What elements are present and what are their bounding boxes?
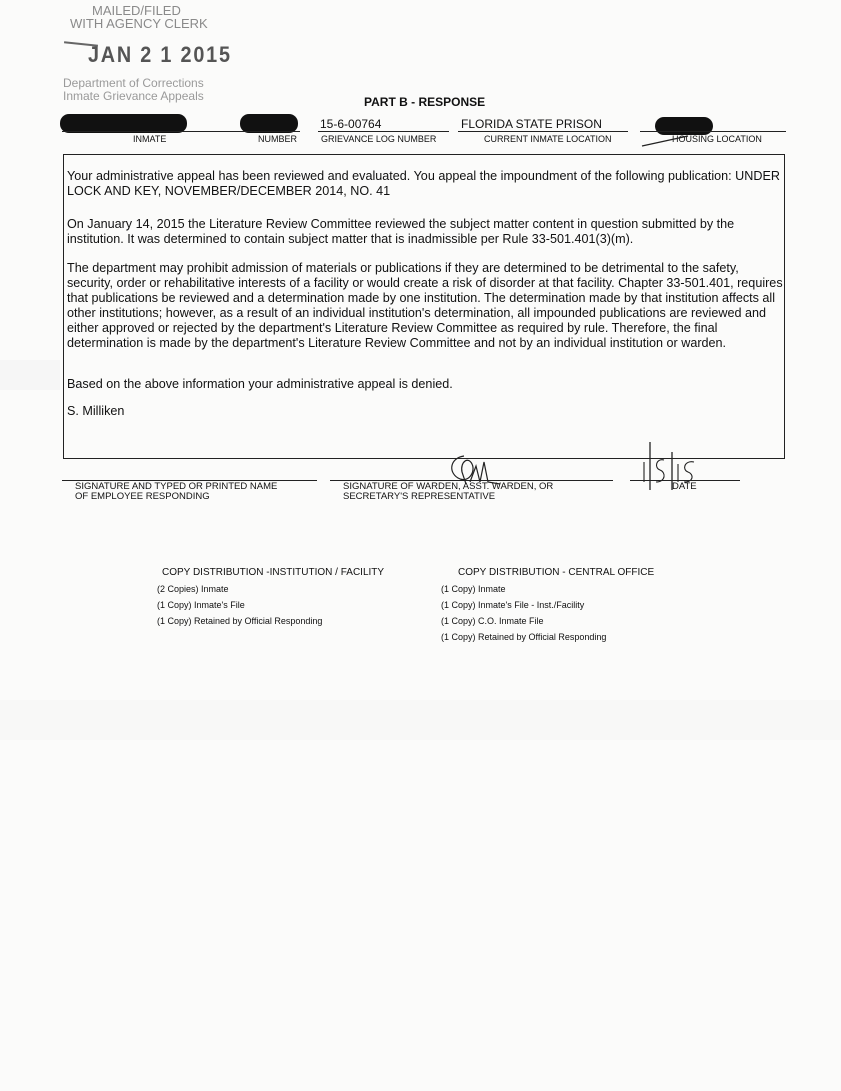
employee-signature-label: SIGNATURE AND TYPED OR PRINTED NAME OF EMPLOYEE RESPONDING bbox=[75, 481, 278, 502]
header-line bbox=[458, 131, 628, 132]
responder-name: S. Milliken bbox=[67, 404, 125, 418]
response-paragraph-2: On January 14, 2015 the Literature Review Committee reviewed the subject matter content in question submitted by the institution. It was determined to contain subject matter that is inadmissible per Rule 33-501.401(3)(m). bbox=[67, 217, 735, 246]
institution-distribution-heading: COPY DISTRIBUTION -INSTITUTION / FACILITY bbox=[162, 567, 385, 578]
label-number: NUMBER bbox=[258, 134, 298, 144]
central-distribution-item: (1 Copy) Inmate bbox=[441, 584, 506, 594]
central-distribution-item: (1 Copy) Retained by Official Responding bbox=[441, 632, 607, 642]
warden-signature-label: SIGNATURE OF WARDEN, ASST. WARDEN, OR SECRETARY'S REPRESENTATIVE bbox=[343, 481, 554, 502]
label-current-location: CURRENT INMATE LOCATION bbox=[484, 134, 612, 144]
central-distribution-item: (1 Copy) C.O. Inmate File bbox=[441, 616, 544, 626]
label-housing-location: HOUSING LOCATION bbox=[672, 134, 762, 144]
header-line bbox=[318, 131, 449, 132]
label-inmate: INMATE bbox=[133, 134, 167, 144]
stamp-department: Department of Corrections bbox=[63, 76, 204, 90]
response-paragraph-4: Based on the above information your administrative appeal is denied. bbox=[67, 377, 453, 391]
strike-mark bbox=[640, 133, 690, 147]
header-line bbox=[62, 131, 300, 132]
grievance-log-number: 15-6-00764 bbox=[320, 117, 382, 131]
handwritten-date bbox=[638, 440, 700, 492]
response-paragraph-3: The department may prohibit admission of materials or publications if they are determined to be detrimental to the safety, security, order or rehabilitative interests of a facility or would create a risk of disorder at that facility. Chapter 33-501.401, requires that publications be reviewed and a determination made by one institution. The determination made by that institution affects all other institutions; however, as a result of an individual institution's determination, all impounded publications are reviewed and either approved or rejected by the department's Literature Review Committee as required by rule. Therefore, the final determination is made by the department's Literature Review Committee and not by an individual institution or warden. bbox=[67, 261, 783, 350]
response-paragraph-1: Your administrative appeal has been reviewed and evaluated. You appeal the impoundment of the following publication: UNDER LOCK AND KEY, NOVEMBER/DECEMBER 2014, NO. 41 bbox=[67, 169, 780, 198]
central-distribution-item: (1 Copy) Inmate's File - Inst./Facility bbox=[441, 600, 585, 610]
stamp-appeals: Inmate Grievance Appeals bbox=[63, 89, 204, 103]
response-box bbox=[63, 154, 785, 459]
institution-distribution-item: (1 Copy) Retained by Official Responding bbox=[157, 616, 323, 626]
stamp-date: JAN 2 1 2015 bbox=[88, 42, 232, 67]
header-line bbox=[640, 131, 786, 132]
date-label: DATE bbox=[672, 481, 697, 492]
central-distribution-heading: COPY DISTRIBUTION - CENTRAL OFFICE bbox=[458, 567, 655, 578]
stamp-agency-clerk: WITH AGENCY CLERK bbox=[70, 16, 208, 31]
institution-distribution-item: (1 Copy) Inmate's File bbox=[157, 600, 245, 610]
handwritten-signature bbox=[446, 452, 506, 486]
label-grievance-log: GRIEVANCE LOG NUMBER bbox=[321, 134, 437, 144]
stamp-mailed-filed: MAILED/FILED bbox=[92, 3, 181, 18]
scan-noise bbox=[0, 360, 60, 390]
current-location: FLORIDA STATE PRISON bbox=[461, 117, 602, 131]
page-title: PART B - RESPONSE bbox=[364, 95, 486, 109]
institution-distribution-item: (2 Copies) Inmate bbox=[157, 584, 229, 594]
scan-noise bbox=[0, 700, 841, 740]
